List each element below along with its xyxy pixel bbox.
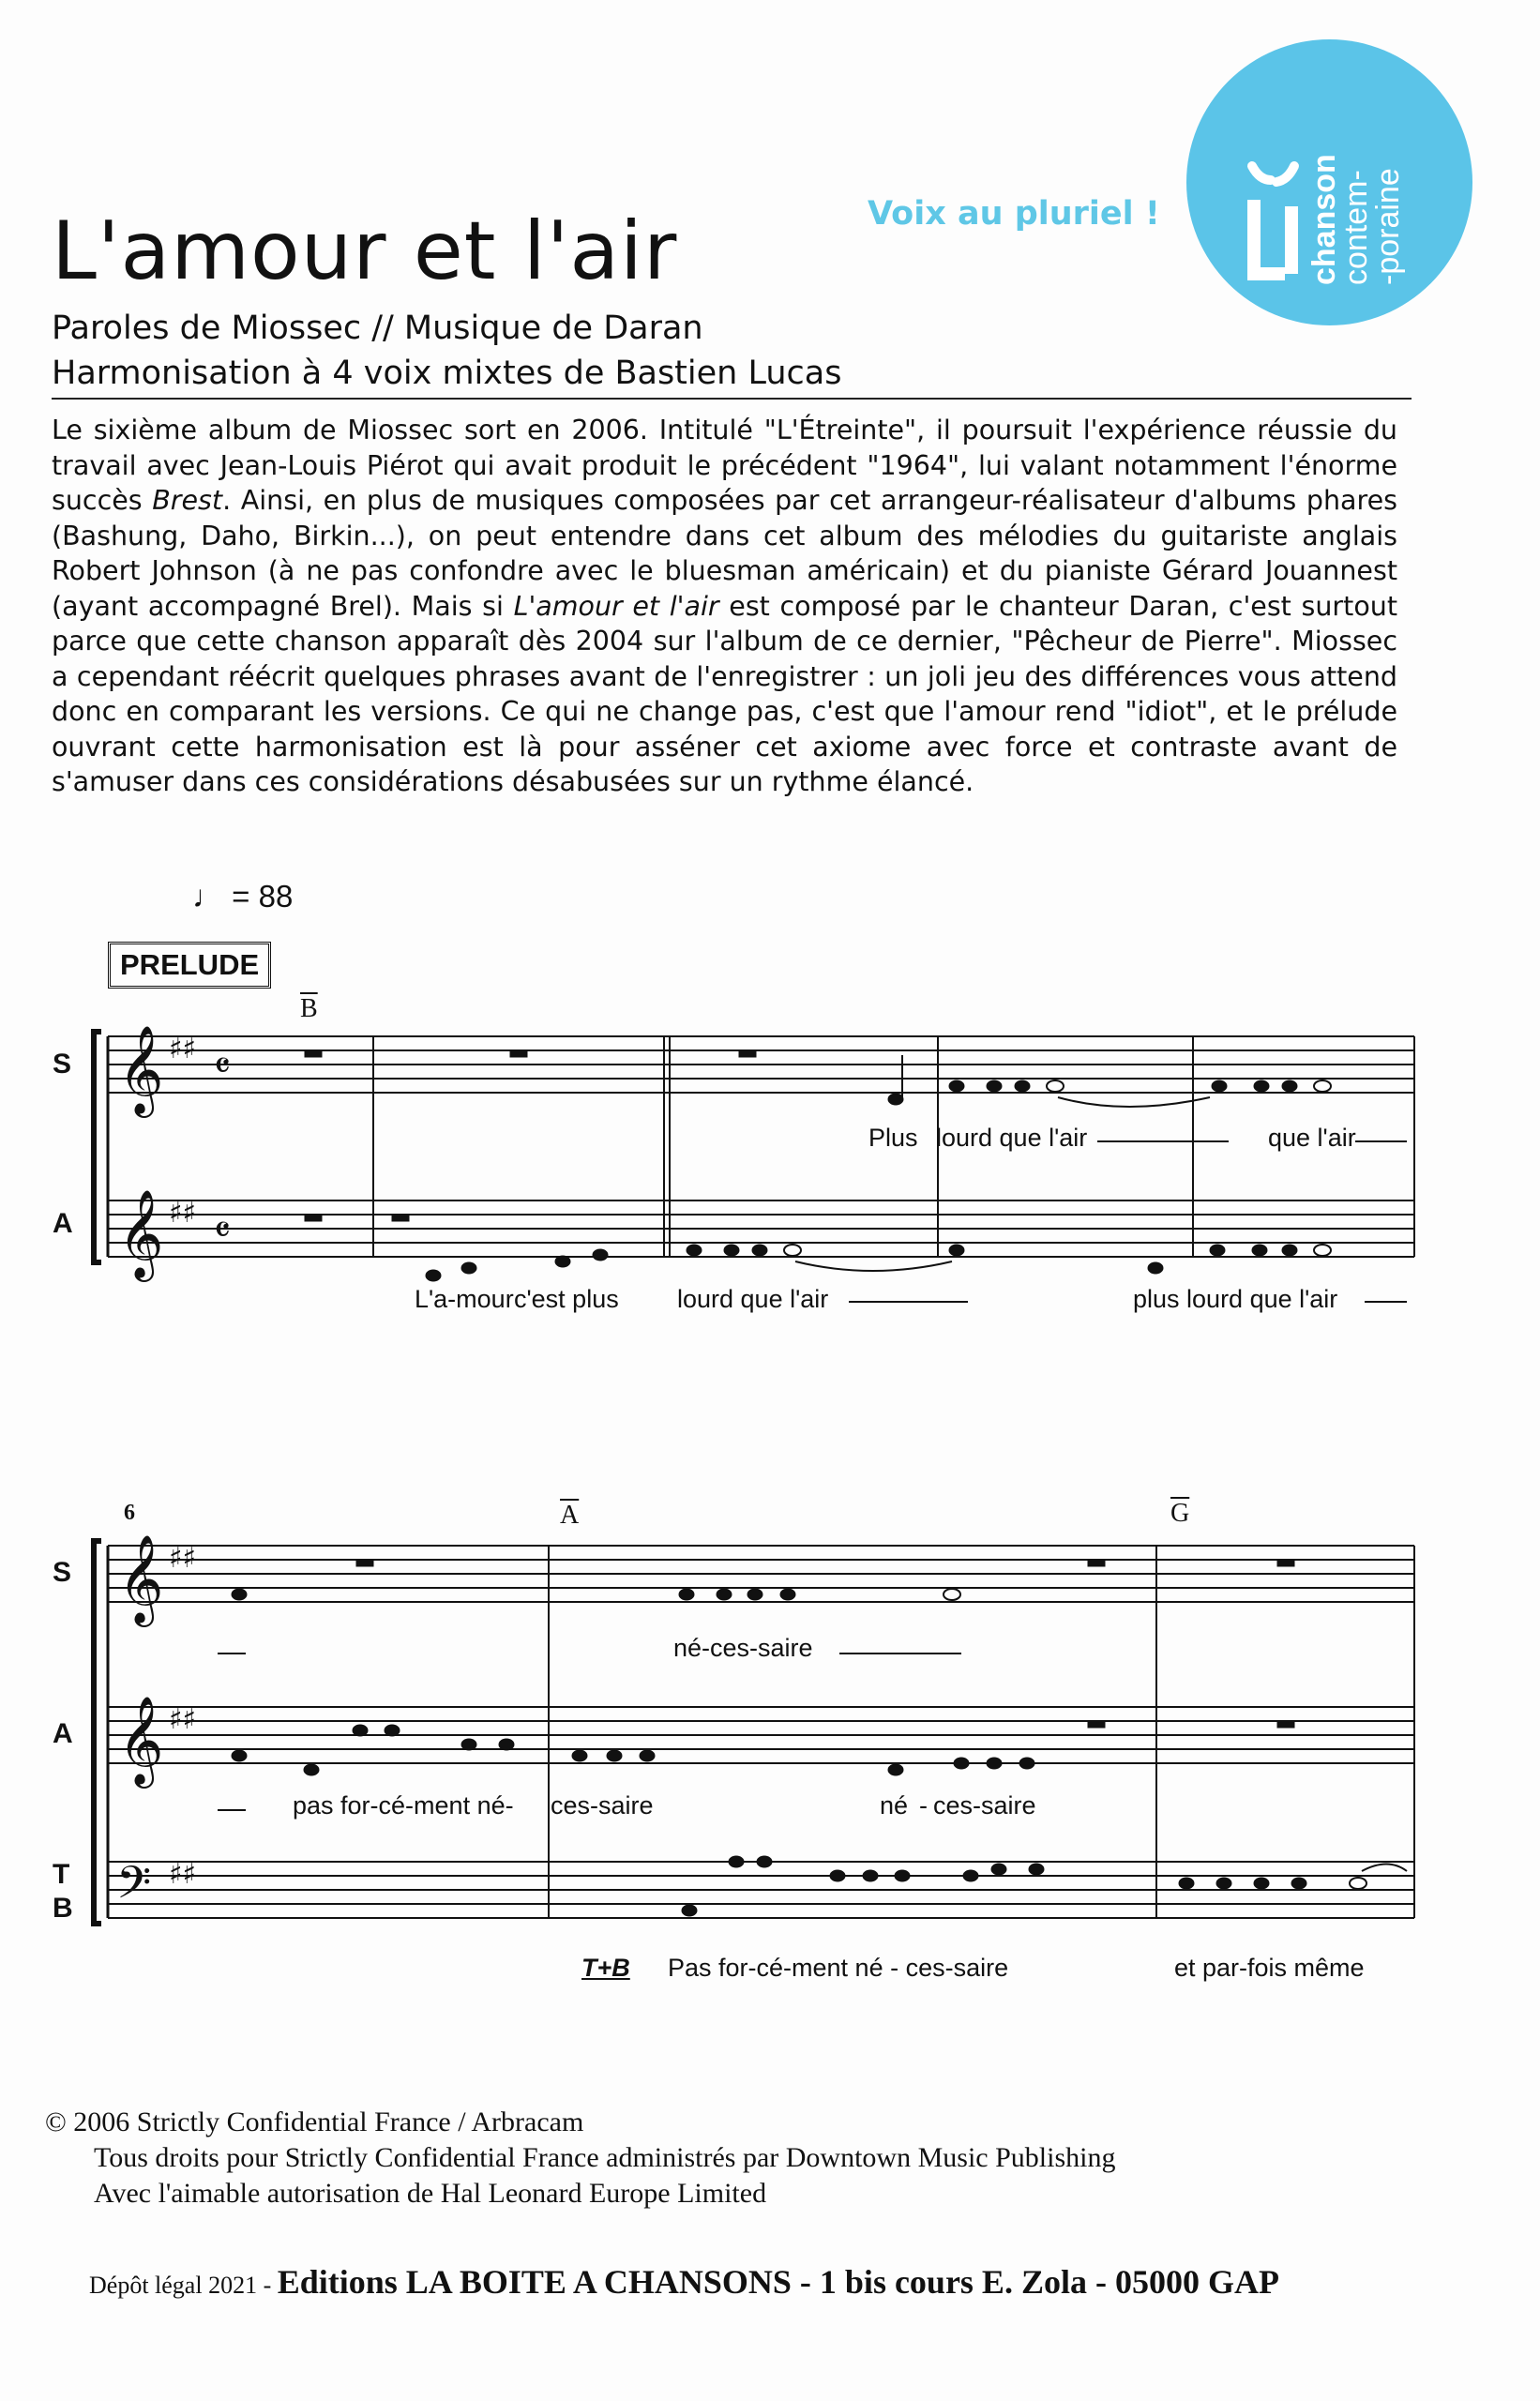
- rest: [1277, 1721, 1294, 1728]
- depot-legal: Dépôt légal 2021 -: [89, 2272, 278, 2299]
- note: [752, 1245, 767, 1256]
- publisher-line: [89, 2262, 1279, 2302]
- credits-line: Paroles de Miossec // Musique de Daran: [52, 310, 703, 347]
- key-signature-icon: ♯♯: [169, 1858, 197, 1891]
- note: [949, 1245, 964, 1256]
- harmonisation-line: Harmonisation à 4 voix mixtes de Bastien Lucas: [52, 355, 842, 392]
- alto-lyric: plus lourd que l'air: [1133, 1285, 1338, 1313]
- bass-clef-icon: 𝄢: [116, 1856, 152, 1920]
- logo-text-3: -poraine: [1370, 168, 1406, 285]
- note: [593, 1249, 608, 1261]
- note: [232, 1750, 247, 1761]
- note: [555, 1256, 570, 1267]
- intro-part-2: . Ainsi, en plus de musiques composées par cet arrangeur-réalisateur d'albums phares (Bashung, Daho, Birkin...), on peut entendre dans cet album des mélodies du guitariste anglais Robert Johnson (à ne pas confondre avec le bluesman américain) et du pianiste Gérard Jouannest (ayant accompagné Brel). Mais si: [52, 485, 1397, 622]
- key-signature-icon: ♯♯: [169, 1703, 197, 1736]
- note: [1212, 1080, 1227, 1092]
- note: [232, 1589, 247, 1600]
- copyright-line: © 2006 Strictly Confidential France / Arbracam: [45, 2107, 584, 2137]
- rest: [739, 1050, 756, 1057]
- note: [1282, 1080, 1297, 1092]
- key-signature-icon: ♯♯: [169, 1033, 197, 1065]
- note: [1148, 1262, 1163, 1274]
- voice-label-tenor: T: [53, 1859, 70, 1890]
- note: [499, 1739, 514, 1750]
- note: [385, 1725, 400, 1736]
- note: [461, 1262, 476, 1274]
- alto-lyric: pas for-cé-ment né-: [293, 1791, 514, 1820]
- tb-marker: T+B: [581, 1954, 630, 1982]
- note: [1015, 1080, 1030, 1092]
- system-1: [94, 1032, 1414, 1262]
- note: [1179, 1878, 1194, 1889]
- tb-lyric: et par-fois même: [1174, 1954, 1365, 1982]
- permission-line: Avec l'aimable autorisation de Hal Leonard Europe Limited: [94, 2178, 767, 2209]
- staff-alto-2: [108, 1707, 1414, 1763]
- alto-lyric: ces-saire: [933, 1791, 1036, 1820]
- note: [1216, 1878, 1231, 1889]
- note: [1254, 1878, 1269, 1889]
- note: [888, 1094, 903, 1105]
- key-signature-icon: ♯♯: [169, 1542, 197, 1575]
- note: [1210, 1245, 1225, 1256]
- logo-text-2: contem-: [1338, 170, 1374, 285]
- page-title: L'amour et l'air: [52, 204, 678, 298]
- common-time-icon: 𝄴: [214, 1209, 231, 1252]
- note: [1314, 1080, 1331, 1092]
- tempo-marking: ♩ = 88: [192, 879, 294, 914]
- note: [944, 1589, 960, 1600]
- tie: [795, 1261, 952, 1271]
- bar-number: 6: [124, 1501, 135, 1525]
- note: [1047, 1080, 1064, 1092]
- note: [1252, 1245, 1267, 1256]
- treble-clef-icon: 𝄞: [118, 1189, 164, 1278]
- note: [304, 1764, 319, 1775]
- chord-symbol: $\overline{G}$: [1170, 1499, 1190, 1528]
- chord-symbol: $\overline{A}$: [560, 1501, 580, 1530]
- note: [572, 1750, 587, 1761]
- rest: [305, 1215, 322, 1221]
- alto-lyric: lourd que l'air: [677, 1285, 829, 1313]
- note: [780, 1589, 795, 1600]
- barlines-1: [373, 1036, 1414, 1257]
- note: [1282, 1245, 1297, 1256]
- prelude-box: PRELUDE: [108, 942, 271, 989]
- voice-label-soprano: S: [53, 1049, 72, 1080]
- note: [987, 1758, 1002, 1769]
- intro-brest: Brest: [152, 485, 223, 516]
- publisher-name: Editions LA BOITE A CHANSONS - 1 bis cours E. Zola - 05000 GAP: [277, 2263, 1279, 2301]
- tb-lyric: Pas for-cé-ment né - ces-saire: [668, 1954, 1009, 1982]
- tie: [1362, 1865, 1407, 1872]
- treble-clef-icon: 𝄞: [118, 1696, 164, 1785]
- intro-part-3: est composé par le chanteur Daran, c'est surtout parce que cette chanson apparaît dès 2004 sur l'album de ce dernier, "Pêcheur de Pierre". Miossec a cependant réécrit quelques phrases avant de l'enregistrer : un joli jeu des différences vous attend donc en comparant les versions. Ce qui ne change pas, c'est que l'amour rend "idiot", et le prélude ouvrant cette harmonisation est là pour asséner cet axiome avec force et contraste avant de s'amuser dans ces considérations désabusées sur un rythme élancé.: [52, 590, 1397, 797]
- soprano-lyric: né-ces-saire: [673, 1634, 813, 1662]
- note: [640, 1750, 655, 1761]
- common-time-icon: 𝄴: [214, 1045, 231, 1088]
- alto-lyric: c'est plus: [514, 1285, 619, 1313]
- soprano-lyric: Plus: [868, 1124, 918, 1152]
- key-signature-icon: ♯♯: [169, 1197, 197, 1230]
- alto-lyric: L'a-mour: [415, 1285, 514, 1313]
- staff-tenor-bass-2: [108, 1862, 1414, 1918]
- note: [1314, 1245, 1331, 1256]
- alto-lyric: -: [919, 1791, 928, 1820]
- note: [949, 1080, 964, 1092]
- voice-label-alto: A: [53, 1718, 73, 1749]
- rest: [392, 1215, 409, 1221]
- note: [724, 1245, 739, 1256]
- note: [687, 1245, 702, 1256]
- alto-lyric: né: [880, 1791, 909, 1820]
- tie: [1058, 1097, 1210, 1107]
- note: [461, 1739, 476, 1750]
- rest: [1088, 1560, 1105, 1566]
- note: [757, 1856, 772, 1867]
- soprano-lyric: que l'air: [1268, 1124, 1356, 1152]
- rights-line: Tous droits pour Strictly Confidential France administrés par Downtown Music Publishing: [94, 2142, 1116, 2173]
- alto-lyric: ces-saire: [551, 1791, 654, 1820]
- intro-part-1: Le sixième album de Miossec sort en 2006. Intitulé "L'Étreinte", il poursuit l'expérience réussie du travail avec Jean-Louis Piérot qui avait produit le précédent "1964", lui valant notamment l'énorme succès: [52, 415, 1397, 516]
- note: [717, 1589, 732, 1600]
- series-label: Voix au pluriel !: [868, 195, 1160, 233]
- intro-song-title: L'amour et l'air: [513, 590, 719, 622]
- chord-symbol: $\overline{B}$: [300, 994, 318, 1023]
- note: [963, 1870, 978, 1881]
- note: [729, 1856, 744, 1867]
- rest: [1088, 1721, 1105, 1728]
- note: [888, 1764, 903, 1775]
- note: [679, 1589, 694, 1600]
- note: [784, 1245, 801, 1256]
- voice-label-soprano: S: [53, 1557, 72, 1588]
- system-bracket: [94, 1032, 101, 1262]
- voice-label-alto: A: [53, 1208, 73, 1239]
- treble-clef-icon: 𝄞: [118, 1534, 164, 1623]
- treble-clef-icon: 𝄞: [118, 1025, 164, 1114]
- note: [830, 1870, 845, 1881]
- note: [1291, 1878, 1306, 1889]
- note: [747, 1589, 762, 1600]
- note: [991, 1864, 1006, 1875]
- rest: [510, 1050, 527, 1057]
- rest: [1277, 1560, 1294, 1566]
- note: [607, 1750, 622, 1761]
- soprano-lyric: lourd que l'air: [936, 1124, 1088, 1152]
- note: [353, 1725, 368, 1736]
- note: [954, 1758, 969, 1769]
- note: [987, 1080, 1002, 1092]
- rest: [356, 1560, 373, 1566]
- system-bracket: [94, 1541, 101, 1924]
- note: [895, 1870, 910, 1881]
- system-1-notes: [305, 1050, 1331, 1281]
- note: [1254, 1080, 1269, 1092]
- voice-label-bass: B: [53, 1893, 73, 1924]
- note: [1019, 1758, 1034, 1769]
- logo-text-1: chanson: [1306, 154, 1342, 285]
- note: [426, 1270, 441, 1281]
- note: [1029, 1864, 1044, 1875]
- note: [863, 1870, 878, 1881]
- note: [1350, 1878, 1366, 1889]
- rest: [305, 1050, 322, 1057]
- note: [682, 1905, 697, 1916]
